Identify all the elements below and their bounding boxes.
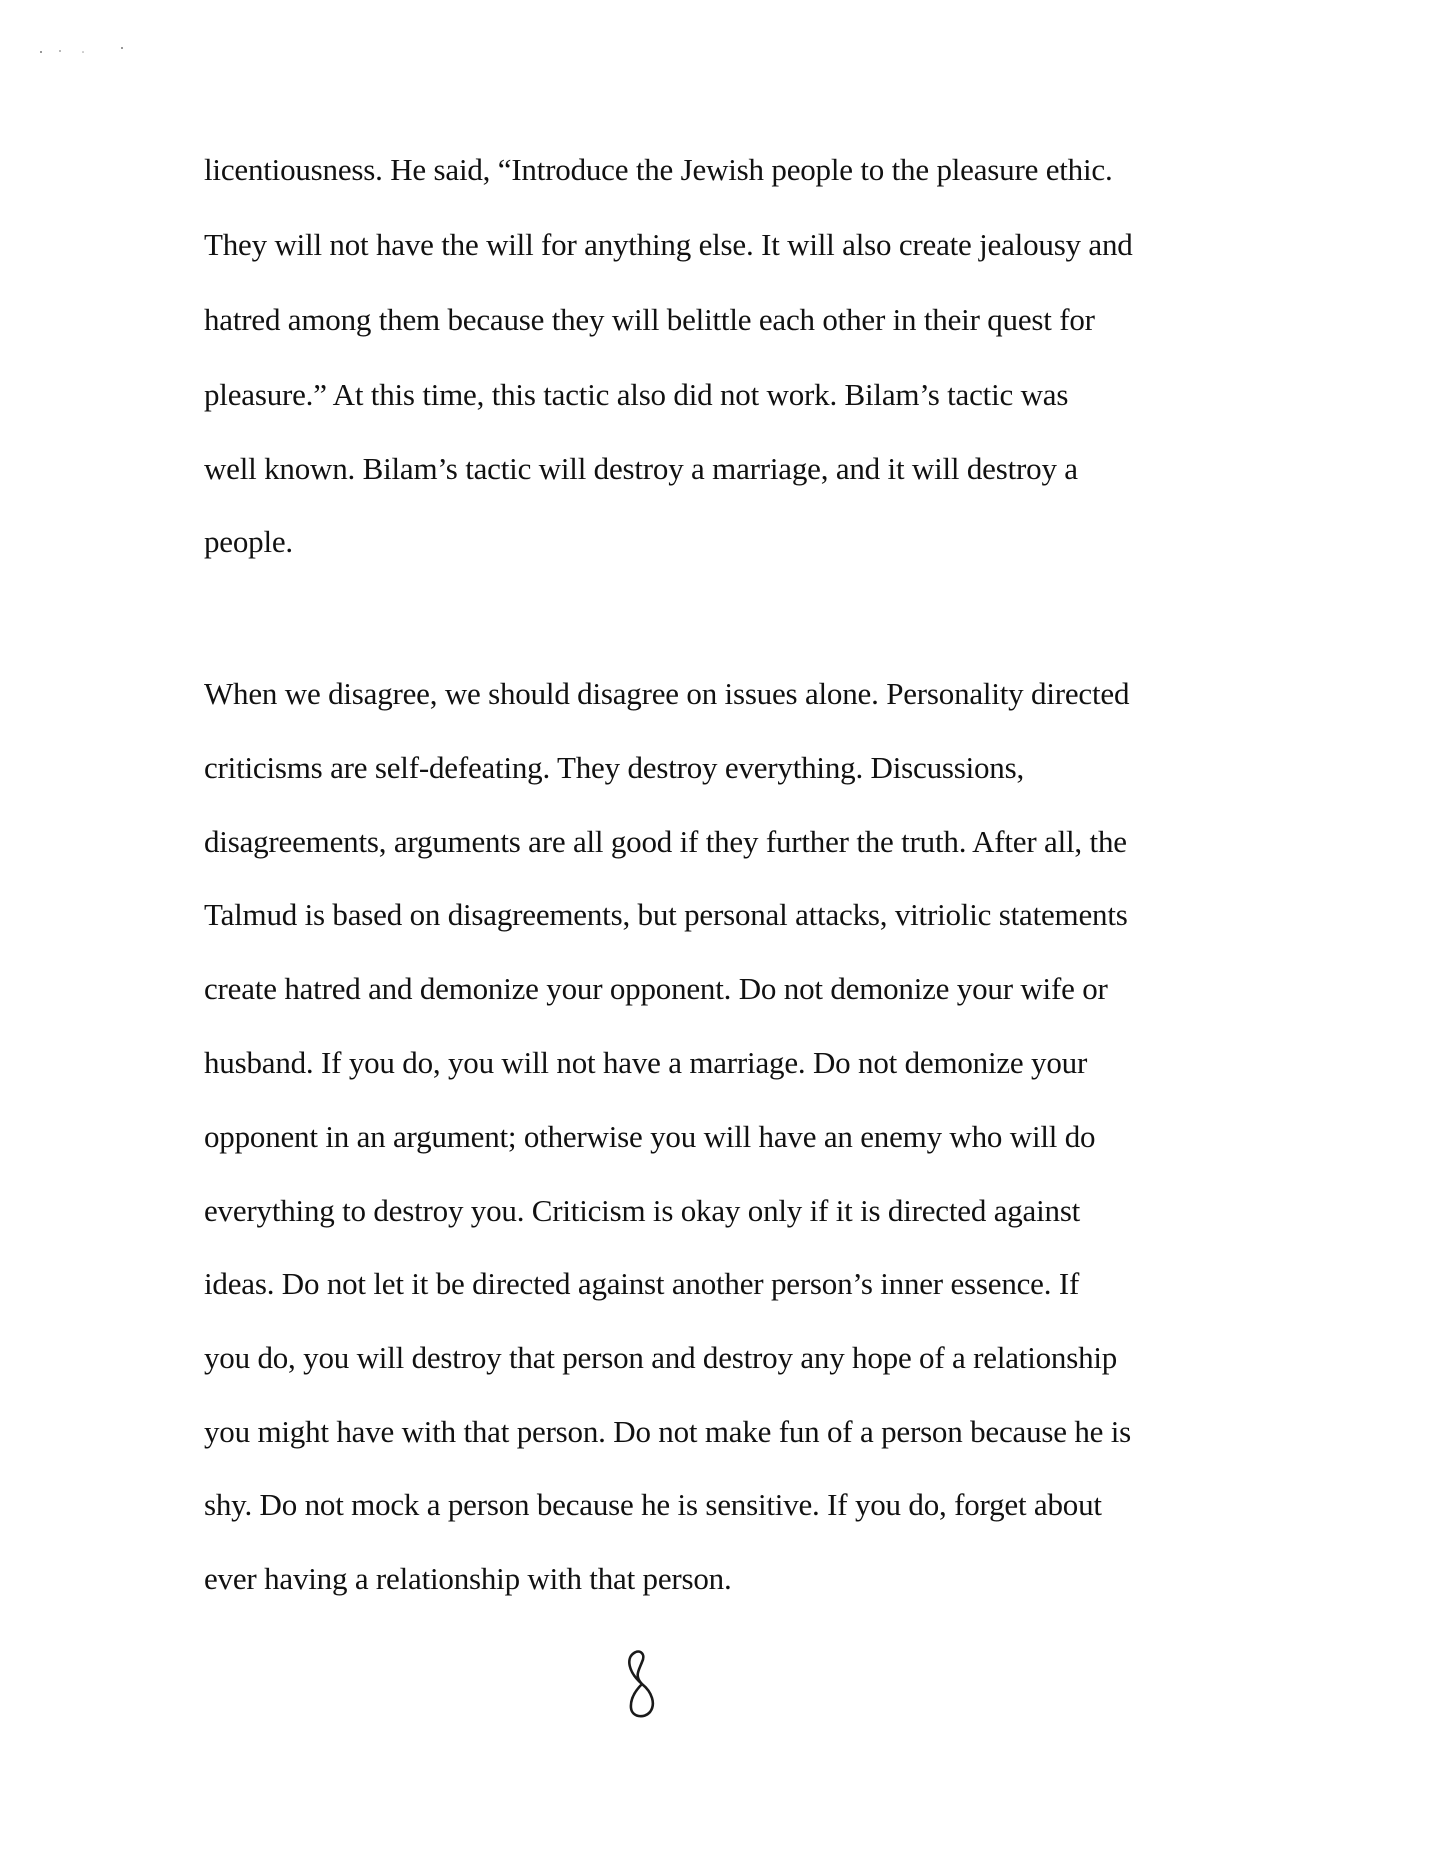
- text-line: disagreements, arguments are all good if they further the truth. After all, the: [204, 824, 1127, 859]
- text-line: When we disagree, we should disagree on issues alone. Personality directed: [204, 676, 1130, 711]
- text-line: hatred among them because they will belittle each other in their quest for: [204, 302, 1095, 337]
- text-line: husband. If you do, you will not have a marriage. Do not demonize your: [204, 1045, 1088, 1080]
- text-line: well known. Bilam’s tactic will destroy a marriage, and it will destroy a: [204, 451, 1078, 486]
- text-line: pleasure.” At this time, this tactic also did not work. Bilam’s tactic was: [204, 377, 1069, 412]
- text-line: They will not have the will for anything else. It will also create jealousy and: [204, 227, 1133, 262]
- text-line: you do, you will destroy that person and destroy any hope of a relationship: [204, 1340, 1118, 1375]
- text-line: everything to destroy you. Criticism is okay only if it is directed against: [204, 1193, 1081, 1228]
- text-line: create hatred and demonize your opponent. Do not demonize your wife or: [204, 971, 1108, 1006]
- text-line: criticisms are self-defeating. They destroy everything. Discussions,: [204, 750, 1025, 785]
- text-line: shy. Do not mock a person because he is sensitive. If you do, forget about: [204, 1487, 1102, 1522]
- text-line: ever having a relationship with that person.: [204, 1561, 732, 1596]
- text-line: you might have with that person. Do not make fun of a person because he is: [204, 1414, 1132, 1449]
- scan-artifact-marks: [38, 46, 138, 56]
- text-line: Talmud is based on disagreements, but personal attacks, vitriolic statements: [204, 897, 1128, 932]
- text-line: ideas. Do not let it be directed against another person’s inner essence. If: [204, 1266, 1080, 1301]
- text-line: opponent in an argument; otherwise you will have an enemy who will do: [204, 1119, 1096, 1154]
- text-line: licentiousness. He said, “Introduce the Jewish people to the pleasure ethic.: [204, 152, 1113, 187]
- handwritten-page-number: [620, 1648, 664, 1720]
- text-line: people.: [204, 524, 293, 559]
